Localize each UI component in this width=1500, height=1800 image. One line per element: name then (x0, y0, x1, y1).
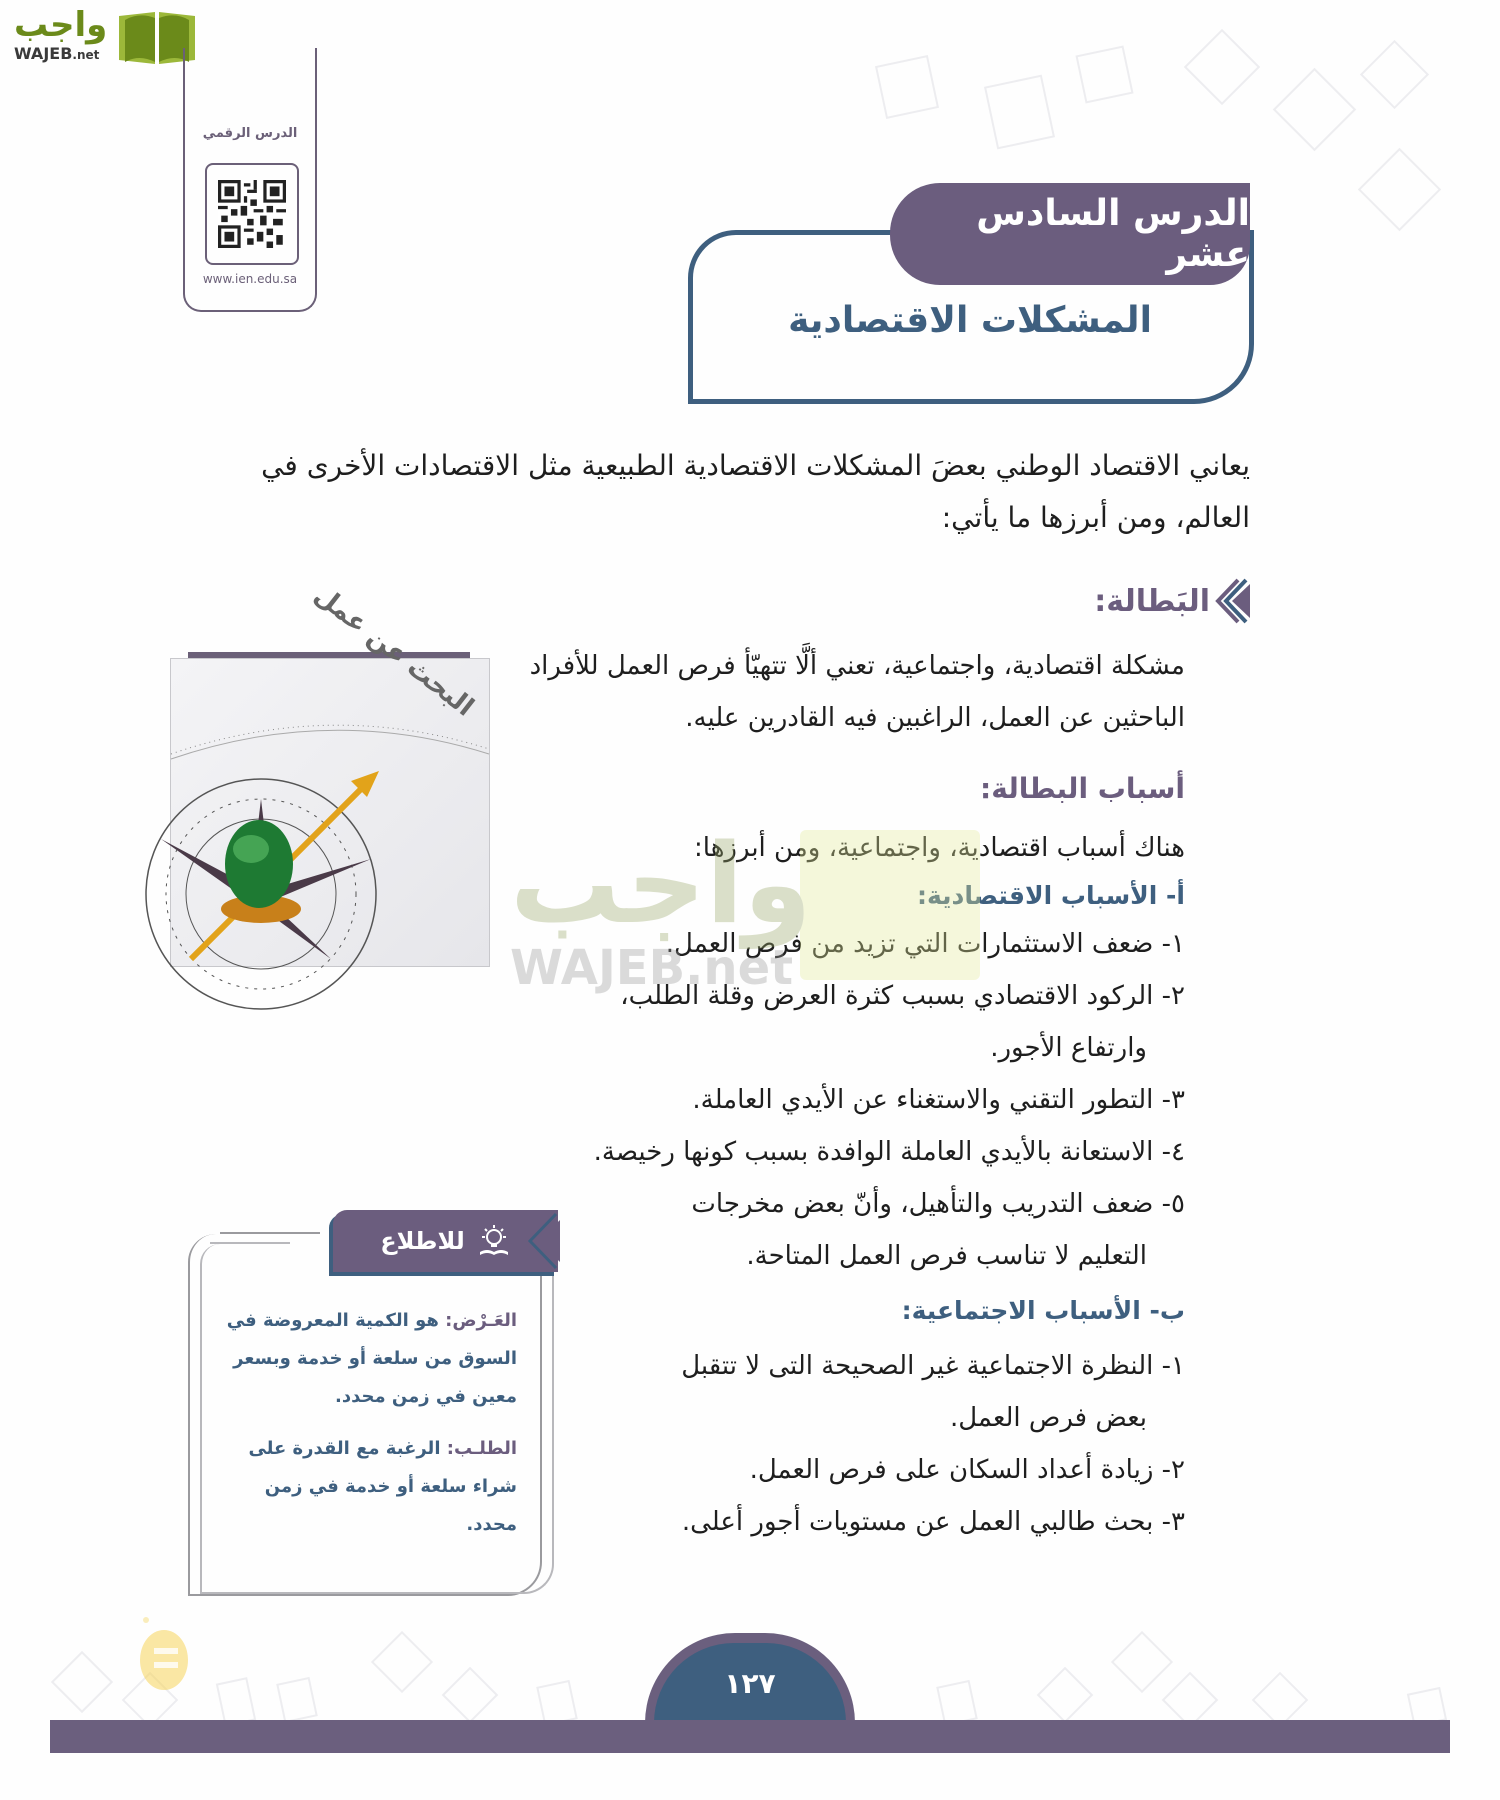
unemployment-definition: مشكلة اقتصادية، واجتماعية، تعني ألَّا تتهيّأ فرص العمل للأفراد الباحثين عن العمل، الراغبين فيه القادرين عليه. (529, 651, 1185, 733)
bg-pattern-shape (1111, 1631, 1173, 1693)
social-cause-item: ١- النظرة الاجتماعية غير الصحيحة التى لا تتقبل (681, 1351, 1185, 1381)
page-number-badge (645, 1633, 855, 1723)
social-causes-heading: ب- الأسباب الاجتماعية: (901, 1296, 1185, 1325)
section-heading-unemployment (1094, 578, 1250, 624)
bg-pattern-shape (1360, 40, 1429, 109)
supply-text: هو الكمية المعروضة في السوق من سلعة أو خدمة وبسعر معين في زمن محدد. (226, 1310, 517, 1407)
bg-pattern-shape (1273, 68, 1356, 151)
bg-pattern-shape (276, 1677, 318, 1723)
bg-pattern-shape (1358, 148, 1441, 231)
watermark-arabic: واجب (510, 820, 812, 948)
intro-paragraph: يعاني الاقتصاد الوطني بعضَ المشكلات الاقتصادية الطبيعية مثل الاقتصادات الأخرى في العالم، ومن أبرزها ما يأتي: (261, 449, 1250, 534)
info-box-top-line (210, 1242, 290, 1244)
economic-cause-item: ٥- ضعف التدريب والتأهيل، وأنّ بعض مخرجات (691, 1189, 1185, 1219)
economic-cause-item: ٣- التطور التقني والاستغناء عن الأيدي العاملة. (692, 1085, 1185, 1115)
causes-intro-text: هناك أسباب اقتصادية، واجتماعية، ومن أبرزها: (694, 833, 1185, 863)
social-cause-item: ٢- زيادة أعداد السكان على فرص العمل. (749, 1455, 1185, 1485)
economic-cause-item-continued: التعليم لا تناسب فرص العمل المتاحة. (746, 1241, 1147, 1271)
logo-arabic-text: واجب (14, 5, 108, 45)
economic-cause-item: ١- ضعف الاستثمارات التي تزيد من فرص العمل. (665, 929, 1185, 959)
bg-pattern-shape (1037, 1667, 1094, 1724)
image-caption: البحث عن عمل (308, 580, 479, 723)
heading-text: البَطالة: (1094, 583, 1210, 619)
digital-lesson-url[interactable]: www.ien.edu.sa (202, 272, 298, 286)
ministry-emblem-icon (132, 1610, 192, 1690)
qr-code[interactable] (205, 163, 299, 265)
logo-latin-text: WAJEB.net (14, 44, 100, 63)
demand-definition (225, 1430, 517, 1544)
lesson-number-label: الدرس السادس عشر (976, 193, 1250, 275)
bg-pattern-shape (1075, 45, 1133, 103)
digital-lesson-label: الدرس الرقمي (202, 126, 298, 141)
bg-pattern-shape (51, 1651, 113, 1713)
causes-heading: أسباب البطالة: (980, 772, 1185, 805)
job-search-compass-image (170, 580, 490, 967)
supply-term: العَـرْض: (445, 1310, 517, 1331)
page-number: ١٢٧ (724, 1666, 776, 1700)
footer-bar (50, 1720, 1450, 1753)
social-cause-item-continued: بعض فرص العمل. (949, 1403, 1147, 1433)
social-cause-item: ٣- بحث طالبي العمل عن مستويات أجور أعلى. (681, 1507, 1185, 1537)
double-chevron-icon (1216, 578, 1250, 624)
bg-pattern-shape (371, 1631, 433, 1693)
info-tab-chevron-icon (520, 1212, 560, 1270)
lesson-title: المشكلات الاقتصادية (788, 300, 1152, 341)
causes-list (465, 822, 1185, 1548)
page-number-inner (654, 1643, 846, 1723)
lightbulb-book-icon (477, 1224, 511, 1258)
bg-pattern-shape (442, 1667, 499, 1724)
economic-cause-item: ٤- الاستعانة بالأيدي العاملة الوافدة بسبب كونها رخيصة. (593, 1137, 1185, 1167)
qr-code-icon (218, 180, 286, 248)
wajeb-logo[interactable] (10, 6, 195, 66)
economic-cause-item-continued: وارتفاع الأجور. (990, 1033, 1147, 1063)
info-box-top-line (220, 1232, 320, 1234)
info-box-title: للاطلاع (380, 1227, 465, 1255)
digital-lesson-card[interactable] (183, 48, 317, 312)
demand-text: الرغبة مع القدرة على شراء سلعة أو خدمة في زمن محدد. (248, 1438, 517, 1535)
bg-pattern-shape (1184, 29, 1260, 105)
economic-causes-heading: أ- الأسباب الاقتصادية: (917, 881, 1185, 910)
demand-term: الطلـب: (446, 1438, 517, 1459)
bg-pattern-shape (984, 75, 1055, 150)
lesson-number-badge (890, 183, 1250, 285)
watermark-latin: WAJEB.net (510, 940, 794, 996)
bg-pattern-shape (875, 55, 939, 119)
supply-definition (225, 1302, 517, 1416)
economic-cause-item: ٢- الركود الاقتصادي بسبب كثرة العرض وقلة الطلب، (620, 981, 1185, 1011)
info-box-content (225, 1302, 517, 1544)
